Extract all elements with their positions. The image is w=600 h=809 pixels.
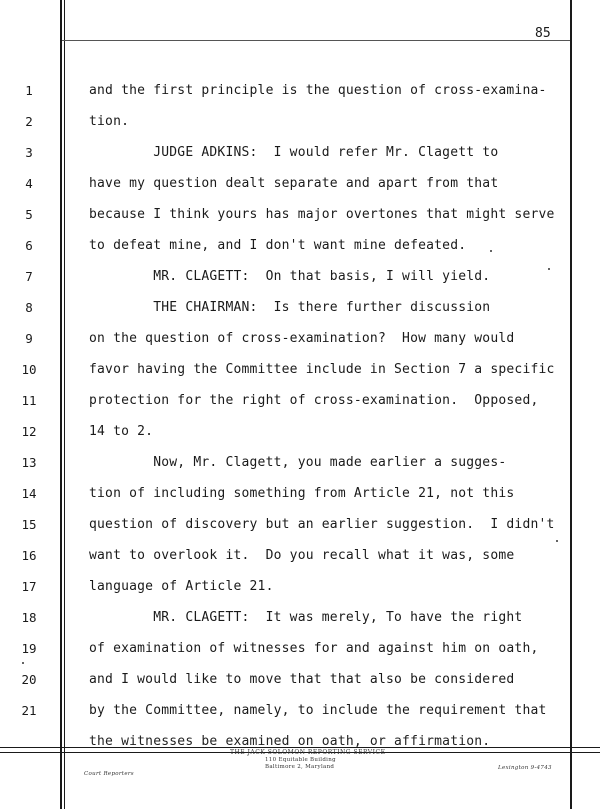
transcript-line: 14 to 2. <box>89 424 154 439</box>
transcript-line: tion. <box>89 114 130 129</box>
line-number: 13 <box>21 455 37 470</box>
line-number: 9 <box>25 331 33 346</box>
line-number: 8 <box>25 300 33 315</box>
left-margin-rule-inner <box>64 0 65 809</box>
stray-mark <box>490 250 492 252</box>
transcript-line: want to overlook it. Do you recall what it was, some <box>89 548 515 563</box>
line-number: 7 <box>25 269 33 284</box>
transcript-line: have my question dealt separate and apart from that <box>89 176 499 191</box>
line-number: 19 <box>21 641 37 656</box>
footer-phone: Lexington 9-4743 <box>498 765 552 771</box>
left-margin-rule <box>60 0 62 809</box>
line-number: 14 <box>21 486 37 501</box>
transcript-line: by the Committee, namely, to include the requirement that <box>89 703 547 718</box>
line-number: 3 <box>25 145 33 160</box>
footer-address-line2: Baltimore 2, Maryland <box>265 764 335 770</box>
transcript-line: question of discovery but an earlier suggestion. I didn't <box>89 517 555 532</box>
transcript-line: and the first principle is the question of cross-examina- <box>89 83 547 98</box>
line-number: 16 <box>21 548 37 563</box>
line-number: 15 <box>21 517 37 532</box>
line-number: 18 <box>21 610 37 625</box>
transcript-line: language of Article 21. <box>89 579 274 594</box>
line-number: 17 <box>21 579 37 594</box>
line-number: 2 <box>25 114 33 129</box>
transcript-line: of examination of witnesses for and against him on oath, <box>89 641 539 656</box>
stray-mark <box>548 268 550 270</box>
transcript-line: favor having the Committee include in Section 7 a specific <box>89 362 555 377</box>
line-number: 20 <box>21 672 37 687</box>
transcript-line: because I think yours has major overtones that might serve <box>89 207 555 222</box>
transcript-line: on the question of cross-examination? How many would <box>89 331 515 346</box>
transcript-line: JUDGE ADKINS: I would refer Mr. Clagett to <box>89 145 499 160</box>
transcript-line: MR. CLAGETT: On that basis, I will yield. <box>89 269 491 284</box>
line-number: 10 <box>21 362 37 377</box>
line-number: 5 <box>25 207 33 222</box>
transcript-line: and I would like to move that that also be considered <box>89 672 515 687</box>
transcript-line: Now, Mr. Clagett, you made earlier a sugges- <box>89 455 507 470</box>
transcript-line: tion of including something from Article 21, not this <box>89 486 515 501</box>
transcript-line: protection for the right of cross-examination. Opposed, <box>89 393 539 408</box>
right-margin-rule <box>570 0 572 809</box>
transcript-line: MR. CLAGETT: It was merely, To have the right <box>89 610 523 625</box>
transcript-line: to defeat mine, and I don't want mine defeated. <box>89 238 467 253</box>
line-number: 6 <box>25 238 33 253</box>
transcript-line: THE CHAIRMAN: Is there further discussion <box>89 300 491 315</box>
line-number: 21 <box>21 703 37 718</box>
footer-reporter-name: THE JACK SOLOMON REPORTING SERVICE <box>230 749 386 756</box>
line-number: 1 <box>25 83 33 98</box>
page-number: 85 <box>535 26 551 41</box>
line-number: 12 <box>21 424 37 439</box>
footer-court-reporters: Court Reporters <box>84 771 134 777</box>
line-number: 4 <box>25 176 33 191</box>
line-number: 11 <box>21 393 37 408</box>
top-rule <box>62 40 570 41</box>
stray-mark <box>556 540 558 542</box>
stray-mark <box>22 662 24 664</box>
footer-address-line1: 110 Equitable Building <box>265 757 336 763</box>
cut-off-line: the witnesses be examined on oath, or affirmation. <box>89 734 491 749</box>
